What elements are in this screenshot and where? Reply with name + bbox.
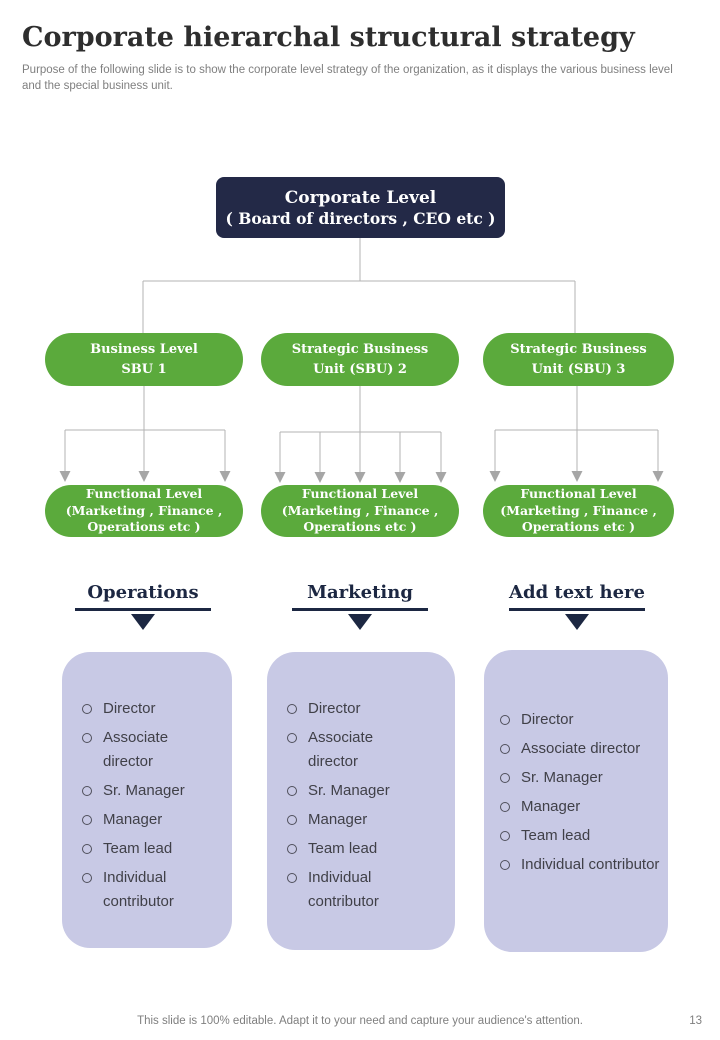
role-list [500,708,662,877]
list-item [287,779,411,803]
role-label: Manager [521,798,581,815]
sbu2-arrow-connector [280,386,441,472]
circle-bullet-icon [500,802,510,812]
org-node-functional-level-2[interactable] [261,485,459,537]
role-label: Associate director [308,729,374,770]
sbu3-line2: Unit (SBU) 3 [531,361,626,377]
role-label: Associate director [103,729,169,770]
role-label: Individual contributor [521,856,660,873]
sbu3-arrow-connector [495,386,658,471]
list-item [82,837,206,861]
role-list-card-marketing[interactable] [267,652,455,950]
arrowhead-icons [60,471,231,482]
functional3-line3: Operations etc ) [521,519,636,535]
list-item [500,737,662,761]
functional1-line1: Functional Level [85,486,203,502]
role-label: Sr. Manager [103,782,185,799]
circle-bullet-icon [500,715,510,725]
circle-bullet-icon [82,733,92,743]
circle-bullet-icon [287,786,297,796]
list-item [287,697,411,721]
list-item [82,726,206,774]
circle-bullet-icon [82,815,92,825]
down-arrow-icon [348,614,372,630]
corporate-level-line1: Corporate Level [284,187,437,208]
footer-note: This slide is 100% editable. Adapt it to your need and capture your audience's attention. [137,1015,583,1027]
column-header-operations[interactable] [75,582,211,630]
header-underline [509,608,645,611]
functional3-line1: Functional Level [520,486,637,502]
list-item [500,824,662,848]
role-label: Sr. Manager [521,769,603,786]
list-item [287,837,411,861]
list-item [287,726,411,774]
circle-bullet-icon [82,704,92,714]
list-item [82,808,206,832]
circle-bullet-icon [287,873,297,883]
column-header-marketing[interactable] [292,582,428,630]
list-item [500,853,662,877]
functional1-line2: (Marketing , Finance , [65,502,223,518]
role-list [82,697,206,914]
role-list-card-add-text[interactable] [484,650,668,952]
role-label: Team lead [521,827,591,844]
page-number: 13 [689,1015,702,1027]
role-label: Individual contributor [308,869,379,910]
sbu3-line1: Strategic Business [510,342,647,357]
down-arrow-icon [565,614,589,630]
list-item [82,866,206,914]
circle-bullet-icon [500,744,510,754]
circle-bullet-icon [287,815,297,825]
org-node-functional-level-3[interactable] [483,485,674,537]
sbu1-line1: Business Level [90,342,198,357]
org-node-business-level-sbu1[interactable] [45,333,243,386]
org-node-strategic-business-unit-2[interactable] [261,333,459,386]
circle-bullet-icon [82,844,92,854]
functional2-line1: Functional Level [301,486,419,502]
list-item [500,795,662,819]
corporate-level-line2: ( Board of directors , CEO etc ) [225,208,496,228]
role-label: Director [521,711,574,728]
header-underline [292,608,428,611]
list-item [500,766,662,790]
role-label: Individual contributor [103,869,174,910]
role-label: Team lead [103,840,173,857]
column-header-label: Add text here [509,582,645,603]
top-bracket-connector [143,238,575,333]
role-label: Director [308,700,361,717]
column-header-label: Marketing [307,582,413,603]
role-label: Director [103,700,156,717]
list-item [500,708,662,732]
sbu1-line2: SBU 1 [121,361,167,377]
slide-subtitle: Purpose of the following slide is to show the corporate level strategy of the organization, as it displays the various business level and the special business unit. [22,64,673,92]
functional1-line3: Operations etc ) [87,519,201,535]
role-label: Sr. Manager [308,782,390,799]
circle-bullet-icon [500,860,510,870]
circle-bullet-icon [287,733,297,743]
functional3-line2: (Marketing , Finance , [500,502,657,518]
circle-bullet-icon [500,773,510,783]
circle-bullet-icon [82,786,92,796]
circle-bullet-icon [287,844,297,854]
column-header-label: Operations [87,582,199,603]
functional2-line2: (Marketing , Finance , [281,502,439,518]
header-underline [75,608,211,611]
list-item [287,866,411,914]
circle-bullet-icon [500,831,510,841]
arrowhead-icons [490,471,664,482]
list-item [287,808,411,832]
arrowhead-icons [275,472,447,483]
role-label: Associate director [521,740,641,757]
list-item [82,779,206,803]
down-arrow-icon [131,614,155,630]
org-node-functional-level-1[interactable] [45,485,243,537]
org-node-corporate-level[interactable] [216,177,505,238]
role-list-card-operations[interactable] [62,652,232,948]
sbu2-line2: Unit (SBU) 2 [313,361,407,377]
functional2-line3: Operations etc ) [303,519,417,535]
role-label: Team lead [308,840,378,857]
list-item [82,697,206,721]
role-label: Manager [308,811,368,828]
role-label: Manager [103,811,163,828]
org-node-strategic-business-unit-3[interactable] [483,333,674,386]
circle-bullet-icon [287,704,297,714]
page-title: Corporate hierarchal structural strategy [22,22,635,53]
circle-bullet-icon [82,873,92,883]
sbu2-line1: Strategic Business [291,342,429,357]
column-header-add-text[interactable] [509,582,645,630]
role-list [287,697,411,914]
sbu1-arrow-connector [65,386,225,471]
